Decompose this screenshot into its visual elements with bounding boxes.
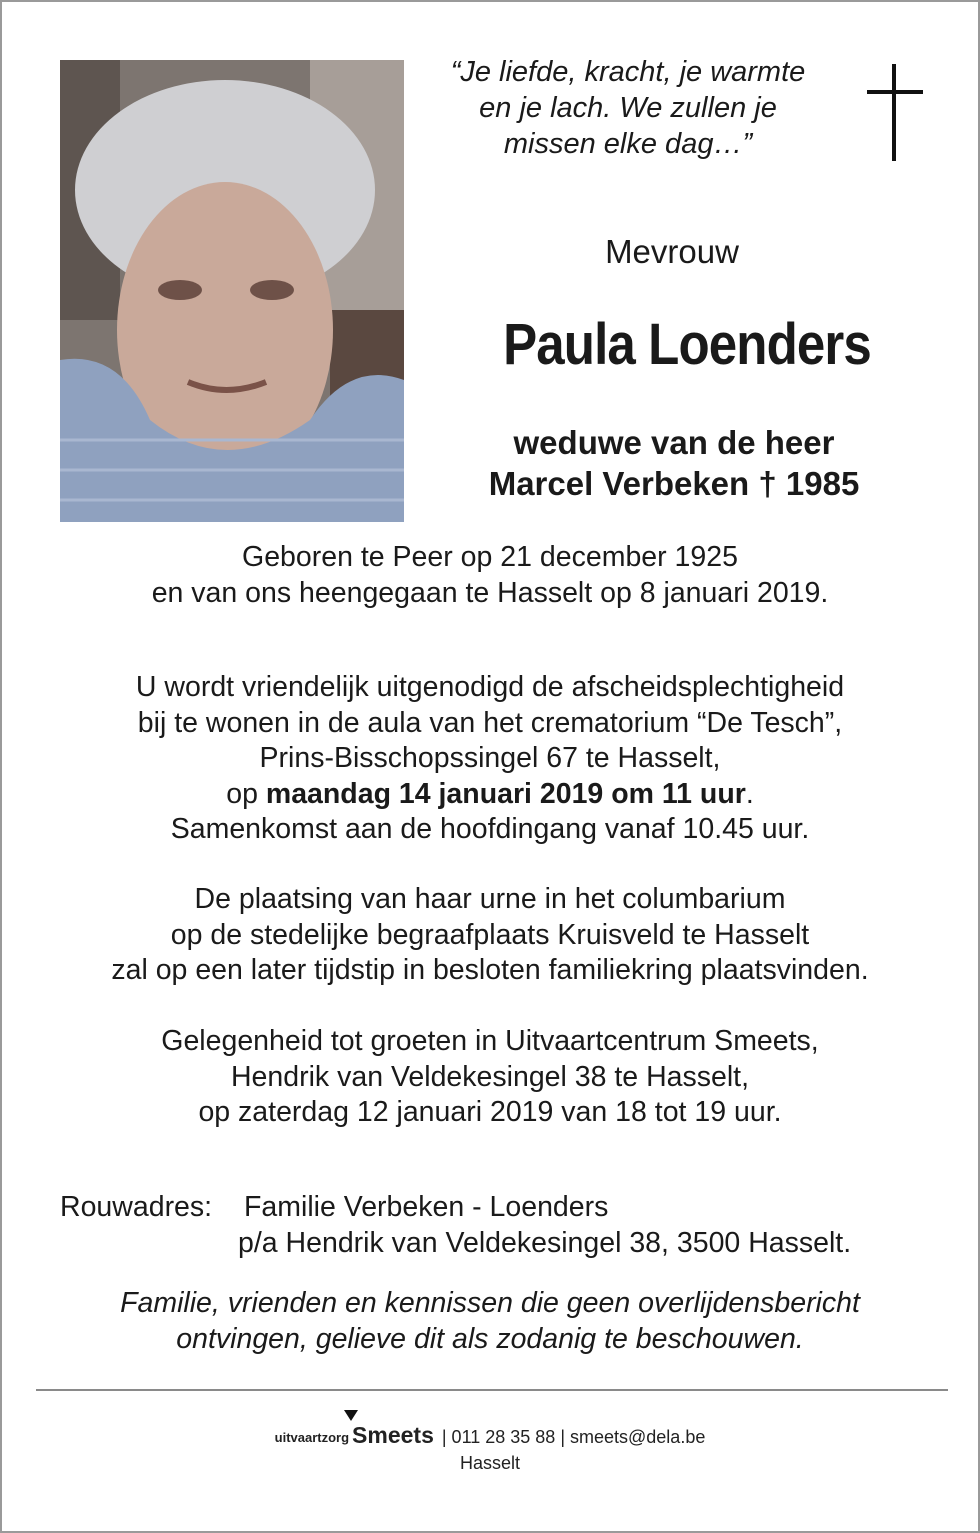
- greeting-info: [42, 1024, 938, 1131]
- ceremony-date-suffix: .: [745, 777, 754, 810]
- contact-info: | 011 28 35 88 | smeets@dela.be: [441, 1427, 706, 1447]
- memorial-quote: [422, 54, 834, 162]
- urn-line: zal op een later tijdstip in besloten familiekring plaatsvinden.: [111, 954, 869, 986]
- born-line: en van ons heengegaan te Hasselt op 8 januari 2019.: [151, 576, 829, 609]
- birth-death-info: [42, 540, 938, 611]
- ceremony-line: U wordt vriendelijk uitgenodigd de afscheidsplechtigheid: [135, 671, 845, 703]
- footer-city: Hasselt: [459, 1453, 521, 1473]
- spouse-line: weduwe van de heer: [513, 424, 835, 461]
- greeting-line: op zaterdag 12 januari 2019 van 18 tot 19 uur.: [198, 1096, 782, 1128]
- ceremony-line: Prins-Bisschopssingel 67 te Hasselt,: [259, 742, 721, 774]
- footer-brand-line: [275, 1422, 706, 1449]
- ceremony-line: bij te wonen in de aula van het crematorium “De Tesch”,: [137, 706, 843, 739]
- address-label: Rouwadres:: [60, 1191, 213, 1223]
- notice-line: Familie, vrienden en kennissen die geen overlijdensbericht: [120, 1287, 860, 1319]
- brand-tagline: uitvaartzorg: [274, 1430, 350, 1445]
- greeting-line: Hendrik van Veldekesingel 38 te Hasselt,: [230, 1060, 750, 1093]
- honorific-title: Mevrouw: [605, 233, 739, 270]
- notice-line: ontvingen, gelieve dit als zodanig te beschouwen.: [176, 1322, 804, 1355]
- urn-placement-info: [42, 882, 938, 989]
- deceased-name: Paula Loenders: [503, 312, 871, 377]
- brand-logo: [352, 1422, 434, 1448]
- address-line: p/a Hendrik van Veldekesingel 38, 3500 Hasselt.: [238, 1226, 852, 1259]
- spouse-line: Marcel Verbeken † 1985: [488, 465, 860, 502]
- quote-line: missen elke dag…”: [503, 128, 753, 160]
- ceremony-invitation: [42, 670, 938, 848]
- quote-line: “Je liefde, kracht, je warmte: [450, 56, 806, 88]
- triangle-mark-icon: [344, 1410, 358, 1421]
- urn-line: op de stedelijke begraafplaats Kruisveld te Hasselt: [170, 918, 810, 951]
- spouse-info: [422, 422, 926, 504]
- greeting-line: Gelegenheid tot groeten in Uitvaartcentrum Smeets,: [161, 1025, 819, 1057]
- portrait-photo: [60, 60, 404, 522]
- quote-line: en je lach. We zullen je: [479, 92, 777, 124]
- brand-name: Smeets: [352, 1422, 434, 1448]
- ceremony-date-prefix: op: [226, 777, 266, 810]
- ceremony-date: maandag 14 januari 2019 om 11 uur: [265, 777, 746, 810]
- ceremony-date-line: [42, 777, 938, 813]
- latin-cross-icon: [864, 64, 926, 162]
- family-notice: [42, 1286, 938, 1357]
- divider: [36, 1389, 948, 1391]
- funeral-home-footer: [2, 1422, 978, 1474]
- address-line: Familie Verbeken - Loenders: [244, 1191, 609, 1223]
- urn-line: De plaatsing van haar urne in het columbarium: [194, 883, 786, 915]
- born-line: Geboren te Peer op 21 december 1925: [242, 541, 738, 573]
- ceremony-line: Samenkomst aan de hoofdingang vanaf 10.45 uur.: [170, 813, 810, 845]
